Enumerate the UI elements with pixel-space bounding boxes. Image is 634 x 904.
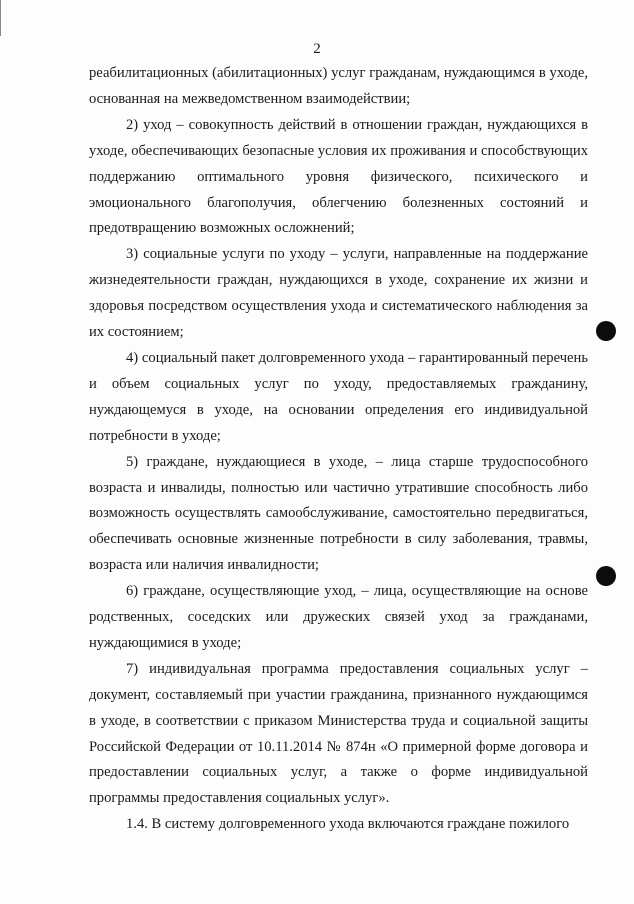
document-body xyxy=(89,61,588,838)
paragraph-continuation: реабилитационных (абилитационных) услуг гражданам, нуждающимся в уходе, основанная на межведомственном взаимодействии; xyxy=(89,65,588,107)
punch-hole-bottom xyxy=(596,566,616,586)
definition-social-package: 4) социальный пакет долговременного ухода – гарантированный перечень и объем социальных услуг по уходу, предоставляемых гражданину, нуждающемуся в уходе, на основании определения его индивидуальной потребности в уходе; xyxy=(89,349,588,444)
definition-individual-program: 7) индивидуальная программа предоставления социальных услуг – документ, составляемый при участии гражданина, признанного нуждающимся в уходе, в соответствии с приказом Министерства труда и социальной защиты Российской Федерации от 10.11.2014 № 874н «О примерной форме договора и предоставлении социальных услуг, а также о форме индивидуальной программы предоставления социальных услуг». xyxy=(89,660,588,807)
definition-care: 2) уход – совокупность действий в отношении граждан, нуждающихся в уходе, обеспечивающих безопасные условия их проживания и способствующих поддержанию оптимального уровня физического, психического и эмоционального благополучия, облегчению болезненных состояний и предотвращению возможных осложнений; xyxy=(89,116,588,237)
scan-edge-mark xyxy=(0,0,1,36)
page-number: 2 xyxy=(313,41,321,57)
definition-social-care-services: 3) социальные услуги по уходу – услуги, направленные на поддержание жизнедеятельности граждан, нуждающихся в уходе, сохранение их жизни и здоровья посредством осуществления ухода и систематического наблюдения за их состоянием; xyxy=(89,246,588,341)
punch-hole-top xyxy=(596,321,616,341)
definition-citizens-needing-care: 5) граждане, нуждающиеся в уходе, – лица старше трудоспособного возраста и инвалиды, полностью или частично утратившие способность либо возможность осуществлять самообслуживание, самостоятельно передвигаться, обеспечивать основные жизненные потребности в силу заболевания, травмы, возраста или наличия инвалидности; xyxy=(89,453,588,574)
definition-caregivers: 6) граждане, осуществляющие уход, – лица, осуществляющие на основе родственных, соседских или дружеских связей уход за гражданами, нуждающимися в уходе; xyxy=(89,583,588,651)
section-1-4-start: 1.4. В систему долговременного ухода включаются граждане пожилого xyxy=(126,816,570,833)
